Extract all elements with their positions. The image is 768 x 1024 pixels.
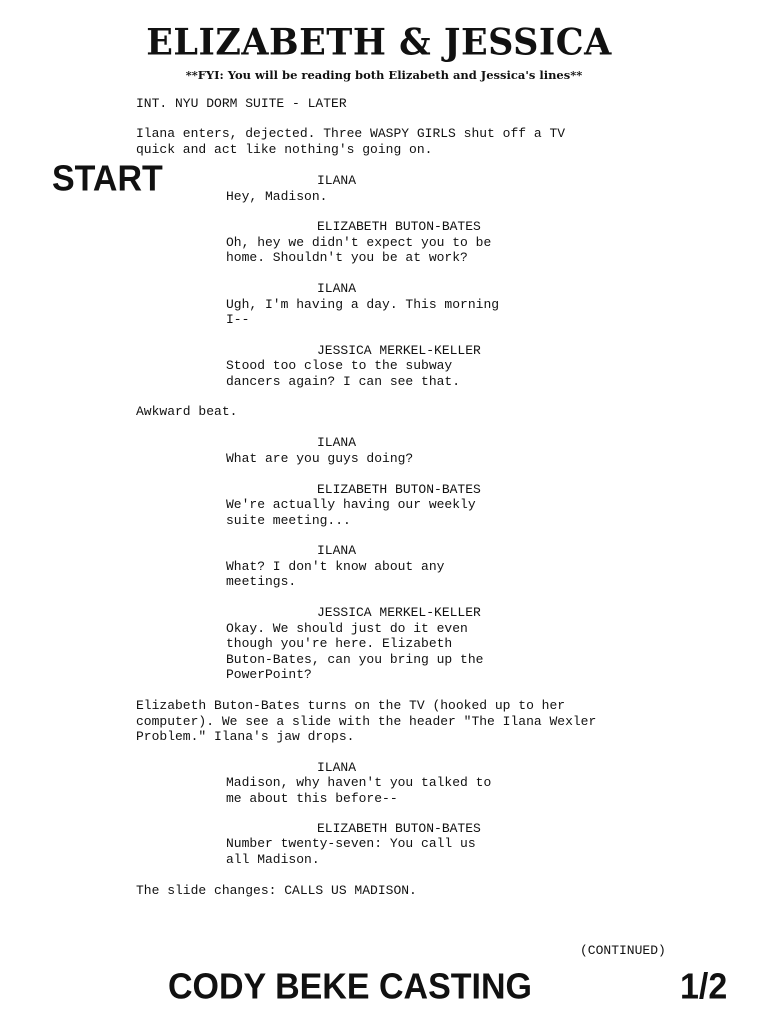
dialogue-line: Stood too close to the subway xyxy=(226,358,453,373)
fyi-note: **FYI: You will be reading both Elizabeth and Jessica's lines** xyxy=(185,68,583,82)
character-cue: ELIZABETH BUTON-BATES xyxy=(317,482,481,497)
character-cue: ILANA xyxy=(317,435,357,450)
page-number: 1/2 xyxy=(680,967,728,1007)
dialogue-line: PowerPoint? xyxy=(226,667,312,682)
continued-marker: (CONTINUED) xyxy=(580,943,666,958)
action-line: quick and act like nothing's going on. xyxy=(136,142,433,157)
dialogue-line: Buton-Bates, can you bring up the xyxy=(226,652,484,667)
action-line: Problem." Ilana's jaw drops. xyxy=(136,729,355,744)
dialogue-line: meetings. xyxy=(226,574,297,589)
dialogue-line: though you're here. Elizabeth xyxy=(226,636,453,651)
dialogue-line: What are you guys doing? xyxy=(226,451,414,466)
action-line: Awkward beat. xyxy=(136,404,238,419)
dialogue-line: Oh, hey we didn't expect you to be xyxy=(226,235,492,250)
dialogue-line: Madison, why haven't you talked to xyxy=(226,775,492,790)
dialogue-line: Ugh, I'm having a day. This morning xyxy=(226,297,500,312)
dialogue-line: suite meeting... xyxy=(226,513,351,528)
dialogue-line: home. Shouldn't you be at work? xyxy=(226,250,468,265)
character-cue: JESSICA MERKEL-KELLER xyxy=(317,605,481,620)
dialogue-line: Hey, Madison. xyxy=(226,189,328,204)
dialogue-line: I-- xyxy=(226,312,250,327)
character-cue: ELIZABETH BUTON-BATES xyxy=(317,821,481,836)
action-line: INT. NYU DORM SUITE - LATER xyxy=(136,96,347,111)
dialogue-line: dancers again? I can see that. xyxy=(226,374,461,389)
character-cue: JESSICA MERKEL-KELLER xyxy=(317,343,481,358)
dialogue-line: Okay. We should just do it even xyxy=(226,621,468,636)
start-marker: START xyxy=(52,159,163,199)
dialogue-line: We're actually having our weekly xyxy=(226,497,476,512)
character-cue: ILANA xyxy=(317,760,357,775)
action-line: Elizabeth Buton-Bates turns on the TV (hooked up to her xyxy=(136,698,566,713)
character-cue: ILANA xyxy=(317,173,357,188)
character-cue: ELIZABETH BUTON-BATES xyxy=(317,219,481,234)
character-cue: ILANA xyxy=(317,543,357,558)
dialogue-line: me about this before-- xyxy=(226,791,398,806)
dialogue-line: all Madison. xyxy=(226,852,320,867)
dialogue-line: Number twenty-seven: You call us xyxy=(226,836,476,851)
casting-footer: CODY BEKE CASTING xyxy=(168,967,532,1007)
dialogue-line: What? I don't know about any xyxy=(226,559,445,574)
action-line: Ilana enters, dejected. Three WASPY GIRLS shut off a TV xyxy=(136,126,566,141)
action-line: computer). We see a slide with the header "The Ilana Wexler xyxy=(136,714,597,729)
action-line: The slide changes: CALLS US MADISON. xyxy=(136,883,417,898)
document-title: ELIZABETH & JESSICA xyxy=(146,20,612,65)
character-cue: ILANA xyxy=(317,281,357,296)
